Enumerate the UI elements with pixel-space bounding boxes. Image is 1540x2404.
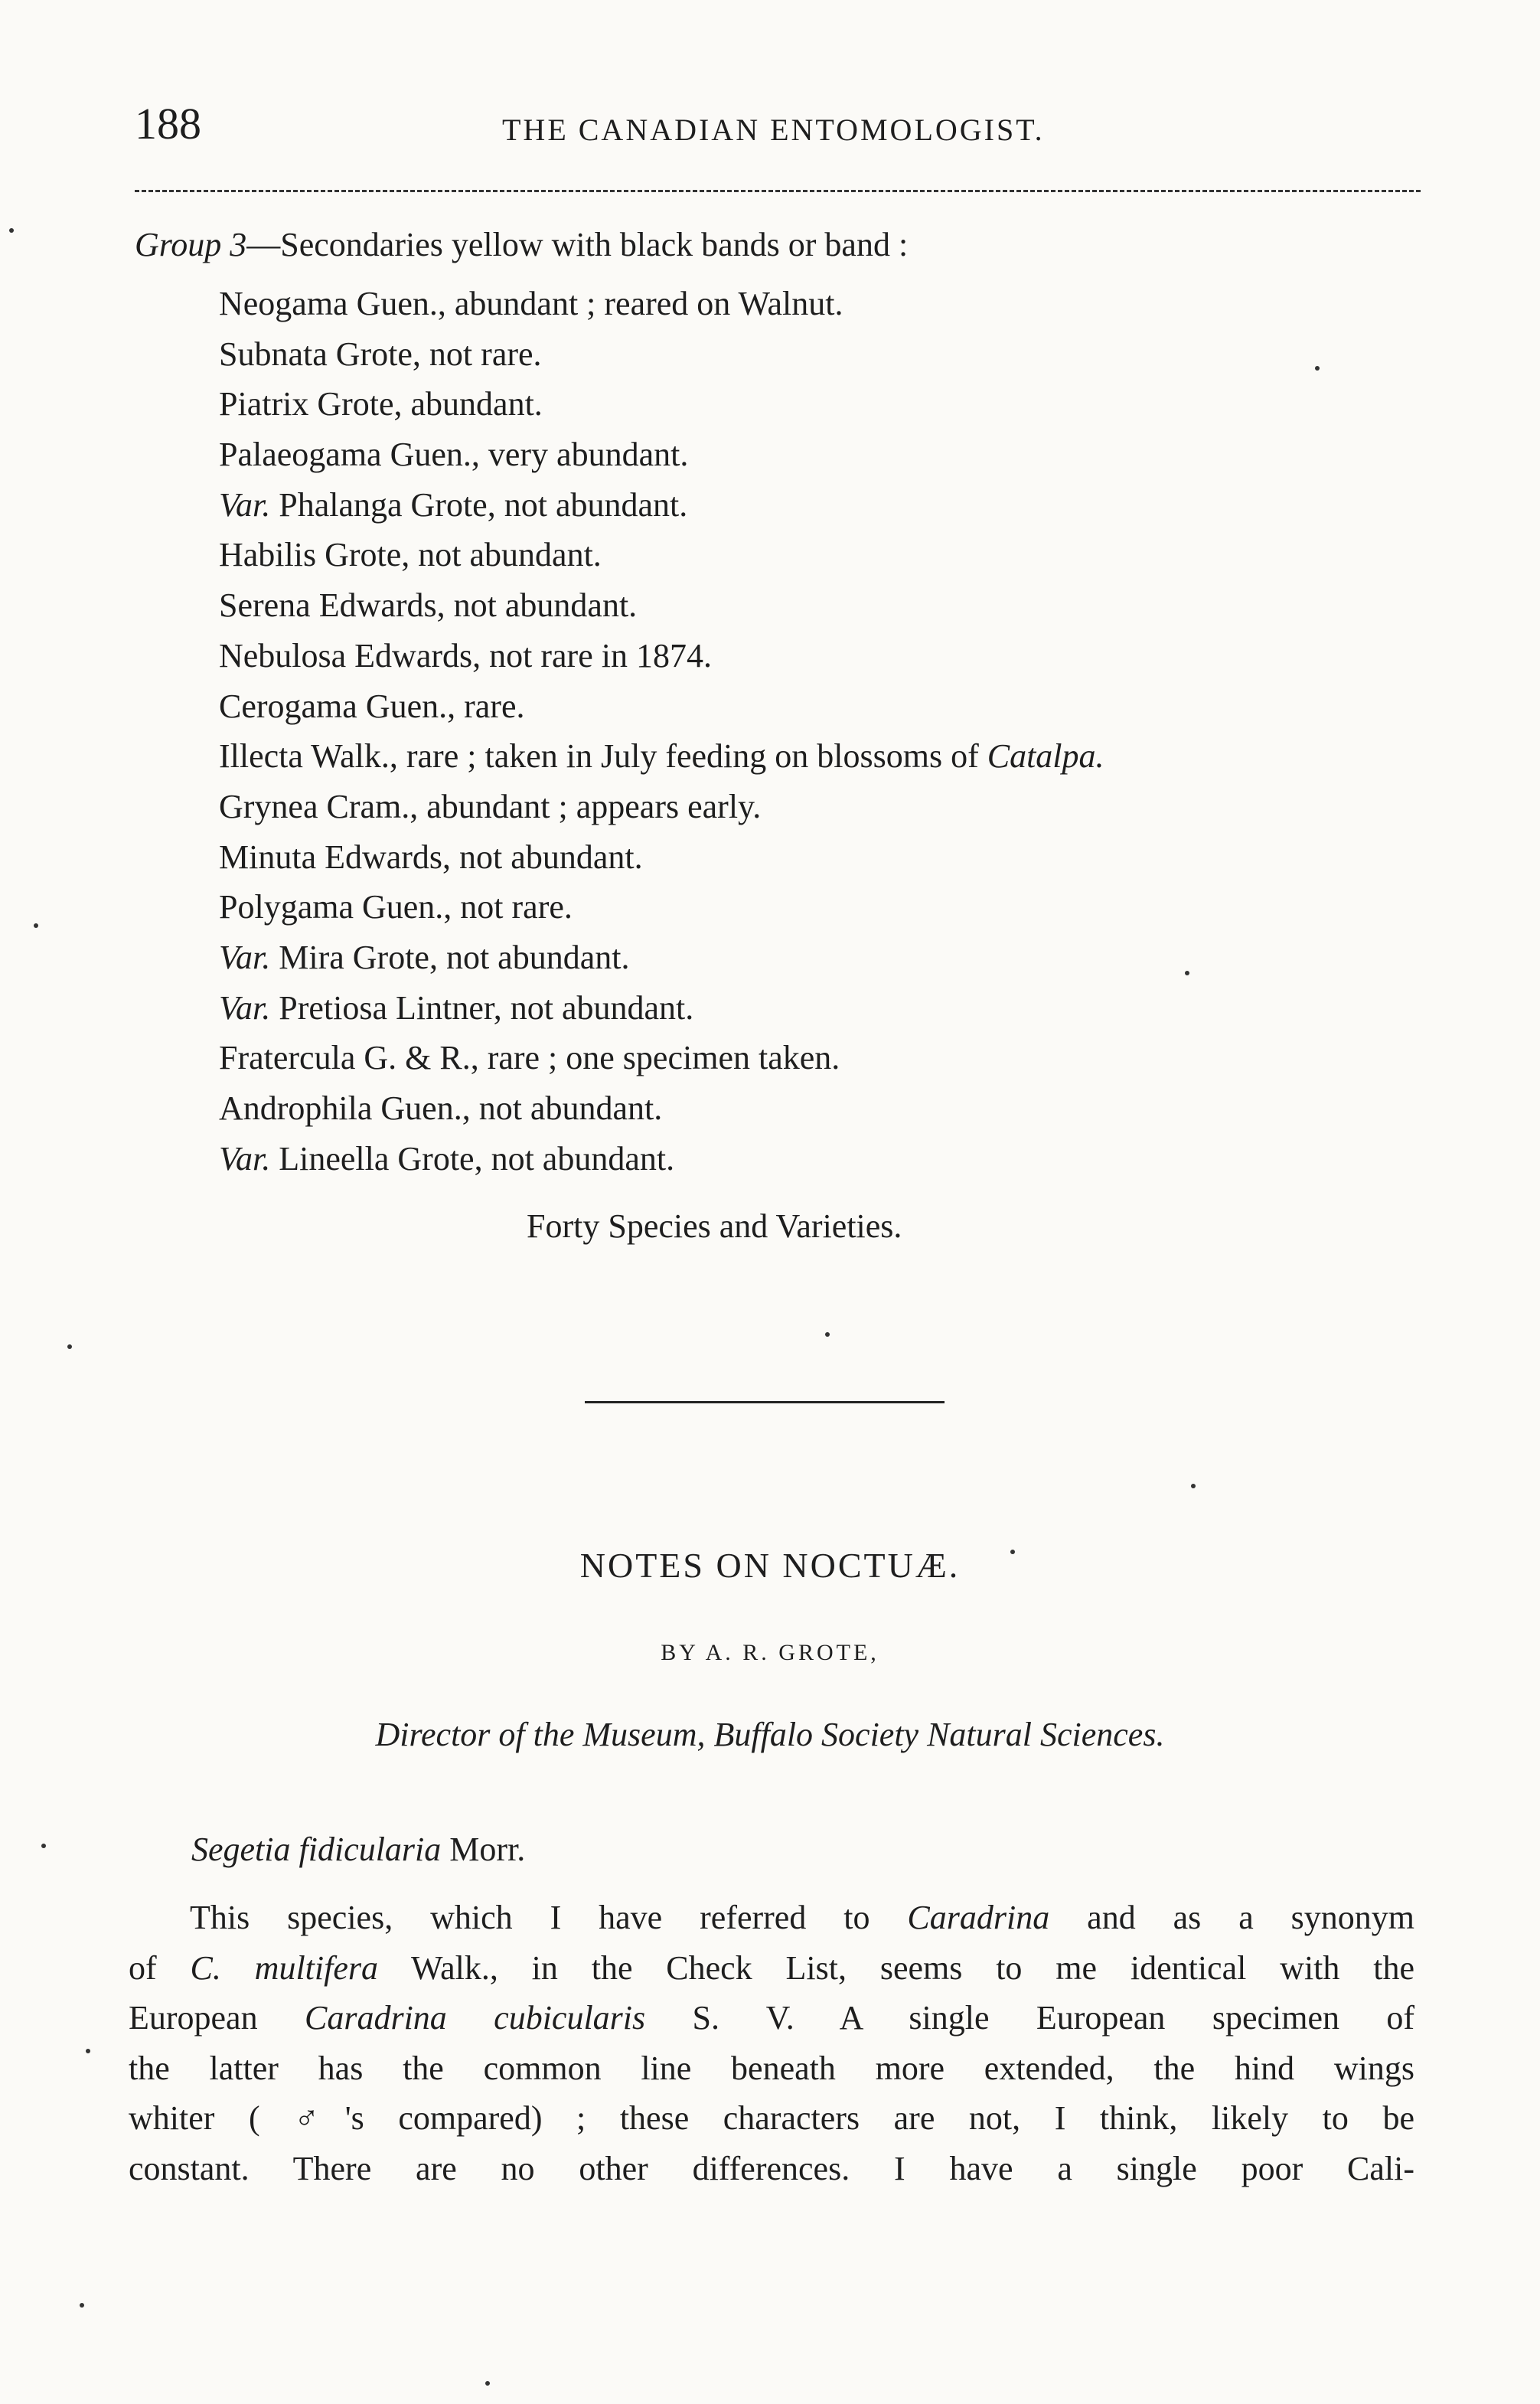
body-paragraph <box>129 1893 1414 2194</box>
species-list-item <box>219 882 1104 933</box>
italic-run: Caradrina cubicularis <box>304 1999 646 2037</box>
species-heading-author: Morr. <box>441 1831 526 1868</box>
species-entry-text: Minuta Edwards, not abundant. <box>219 838 643 876</box>
paragraph-line <box>129 1943 1414 1994</box>
text-run: S. V. A single European specimen of <box>645 1999 1415 2037</box>
species-entry-text: Polygama Guen., not rare. <box>219 888 573 926</box>
species-list-item <box>219 530 1104 580</box>
species-list-item <box>219 1033 1104 1083</box>
article-byline: BY A. R. GROTE, <box>661 1640 879 1665</box>
species-list-item <box>219 329 1104 380</box>
species-list-item <box>219 681 1104 732</box>
page-header <box>135 98 1421 152</box>
species-entry-text: Mira Grote, not abundant. <box>270 938 630 976</box>
text-run: European <box>129 1999 305 2037</box>
scan-speck <box>80 2303 84 2308</box>
species-entry-text: Piatrix Grote, abundant. <box>219 385 543 423</box>
species-list-item <box>219 379 1104 430</box>
scan-speck <box>1185 971 1189 975</box>
scan-speck <box>825 1332 830 1337</box>
scan-speck <box>34 923 38 928</box>
species-list-item <box>219 782 1104 832</box>
species-entry-text: Illecta Walk., rare ; taken in July feeding on blossoms of <box>219 737 987 776</box>
scan-speck <box>9 228 14 233</box>
species-heading <box>191 1830 525 1869</box>
page-number: 188 <box>135 99 201 149</box>
species-list-item <box>219 480 1104 531</box>
species-list-item <box>219 1134 1104 1184</box>
group-description: —Secondaries yellow with black bands or band : <box>246 226 909 263</box>
species-entry-text: Nebulosa Edwards, not rare in 1874. <box>219 636 712 674</box>
paragraph-line <box>129 1993 1414 2043</box>
species-list-item <box>219 1083 1104 1134</box>
scan-speck <box>67 1344 72 1349</box>
species-list-item <box>219 430 1104 480</box>
paragraph-line: constant. There are no other differences. I have a single poor Cali- <box>129 2149 1414 2187</box>
species-list-item <box>219 731 1104 782</box>
species-heading-name: Segetia fidicularia <box>191 1831 442 1868</box>
species-entry-text: Grynea Cram., abundant ; appears early. <box>219 787 762 825</box>
species-list-item <box>219 933 1104 983</box>
species-entry-text: Serena Edwards, not abundant. <box>219 586 638 625</box>
species-entry-text: Androphila Guen., not abundant. <box>219 1089 663 1127</box>
species-list-item <box>219 832 1104 883</box>
group-heading <box>135 225 908 264</box>
species-entry-text: Subnata Grote, not rare. <box>219 335 542 373</box>
species-list-item <box>219 279 1104 329</box>
paragraph-line: whiter ( ♂'s compared) ; these characters are not, I think, likely to be <box>129 2099 1414 2138</box>
variety-prefix: Var. <box>219 485 271 524</box>
scan-speck <box>485 2381 490 2386</box>
variety-prefix: Var. <box>219 938 271 976</box>
species-entry-text: Fratercula G. & R., rare ; one specimen taken. <box>219 1039 840 1077</box>
italic-run: Caradrina <box>907 1899 1050 1936</box>
text-run: Walk., in the Check List, seems to me identical with the <box>378 1948 1414 1987</box>
italic-run: C. multifera <box>190 1948 379 1987</box>
section-separator <box>585 1401 945 1403</box>
variety-prefix: Var. <box>219 988 271 1027</box>
species-list <box>219 279 1104 1184</box>
species-entry-text: Palaeogama Guen., very abundant. <box>219 436 689 474</box>
scan-speck <box>41 1844 46 1848</box>
species-list-item <box>219 631 1104 681</box>
scan-speck <box>86 2049 90 2053</box>
variety-prefix: Var. <box>219 1139 271 1178</box>
species-entry-italic: Catalpa. <box>987 737 1104 776</box>
text-run: of <box>129 1948 191 1987</box>
scan-speck <box>1315 366 1320 371</box>
species-entry-text: Lineella Grote, not abundant. <box>270 1139 675 1178</box>
species-summary: Forty Species and Varieties. <box>527 1207 902 1245</box>
species-entry-text: Neogama Guen., abundant ; reared on Walnut. <box>219 285 843 322</box>
scan-speck <box>1191 1484 1196 1488</box>
running-head: THE CANADIAN ENTOMOLOGIST. <box>502 113 1045 147</box>
text-run: and as a synonym <box>1049 1899 1415 1936</box>
text-run: This species, which I have referred to <box>190 1899 908 1936</box>
species-entry-text: Habilis Grote, not abundant. <box>219 536 602 574</box>
scan-speck <box>1010 1550 1015 1554</box>
author-affiliation: Director of the Museum, Buffalo Society Natural Sciences. <box>375 1716 1165 1753</box>
species-list-item <box>219 983 1104 1034</box>
species-list-item <box>219 580 1104 631</box>
paragraph-line: the latter has the common line beneath more extended, the hind wings <box>129 2049 1414 2087</box>
species-entry-text: Pretiosa Lintner, not abundant. <box>270 988 694 1027</box>
species-entry-text: Cerogama Guen., rare. <box>219 687 525 725</box>
species-entry-text: Phalanga Grote, not abundant. <box>270 485 688 524</box>
article-title: NOTES ON NOCTUÆ. <box>579 1546 961 1585</box>
paragraph-line <box>129 1893 1414 1943</box>
header-rule <box>135 190 1421 192</box>
group-label: Group 3 <box>135 226 247 263</box>
